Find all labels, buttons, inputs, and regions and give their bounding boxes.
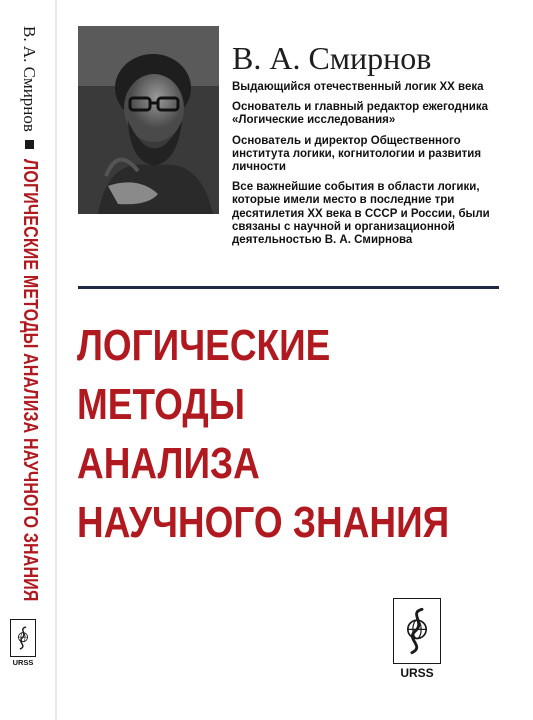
spine-logo-label: URSS xyxy=(12,658,34,667)
spine-title: ЛОГИЧЕСКИЕ МЕТОДЫ АНАЛИЗА НАУЧНОГО ЗНАНИЯ xyxy=(19,158,41,602)
cover-divider-rule xyxy=(78,286,499,289)
book-title xyxy=(77,316,449,552)
bio-line: Основатель и главный редактор ежегодника «Логические исследования» xyxy=(232,101,489,127)
spine-publisher-logo xyxy=(10,619,36,667)
spine-text xyxy=(18,26,41,712)
title-line: ЛОГИЧЕСКИЕ xyxy=(77,321,331,370)
spine-divider xyxy=(55,0,57,720)
book-spine xyxy=(0,0,52,720)
author-name: В. А. Смирнов xyxy=(232,40,432,76)
publisher-logo xyxy=(393,598,441,680)
spine-author: В. А. Смирнов xyxy=(20,26,40,132)
logo-label: URSS xyxy=(400,666,434,680)
bio-line: Основатель и директор Общественного института логики, когнитологии и развития личности xyxy=(232,134,482,174)
bio-line: Выдающийся отечественный логик XX века xyxy=(232,81,484,93)
logo-emblem-icon xyxy=(393,598,441,664)
title-line: АНАЛИЗА xyxy=(77,439,260,488)
author-bio xyxy=(232,81,504,254)
bio-line: Все важнейшие события в области логики, которые имели место в последние три десятилетия XX века в СССР и России, были связаны с научной и организационной деятельностью В. А. Смирнова xyxy=(232,181,490,247)
title-line: МЕТОДЫ xyxy=(77,380,245,429)
spine-logo-emblem-icon xyxy=(10,619,36,657)
author-photo xyxy=(78,26,219,214)
spine-square-icon xyxy=(25,140,34,149)
title-line: НАУЧНОГО ЗНАНИЯ xyxy=(77,498,450,547)
